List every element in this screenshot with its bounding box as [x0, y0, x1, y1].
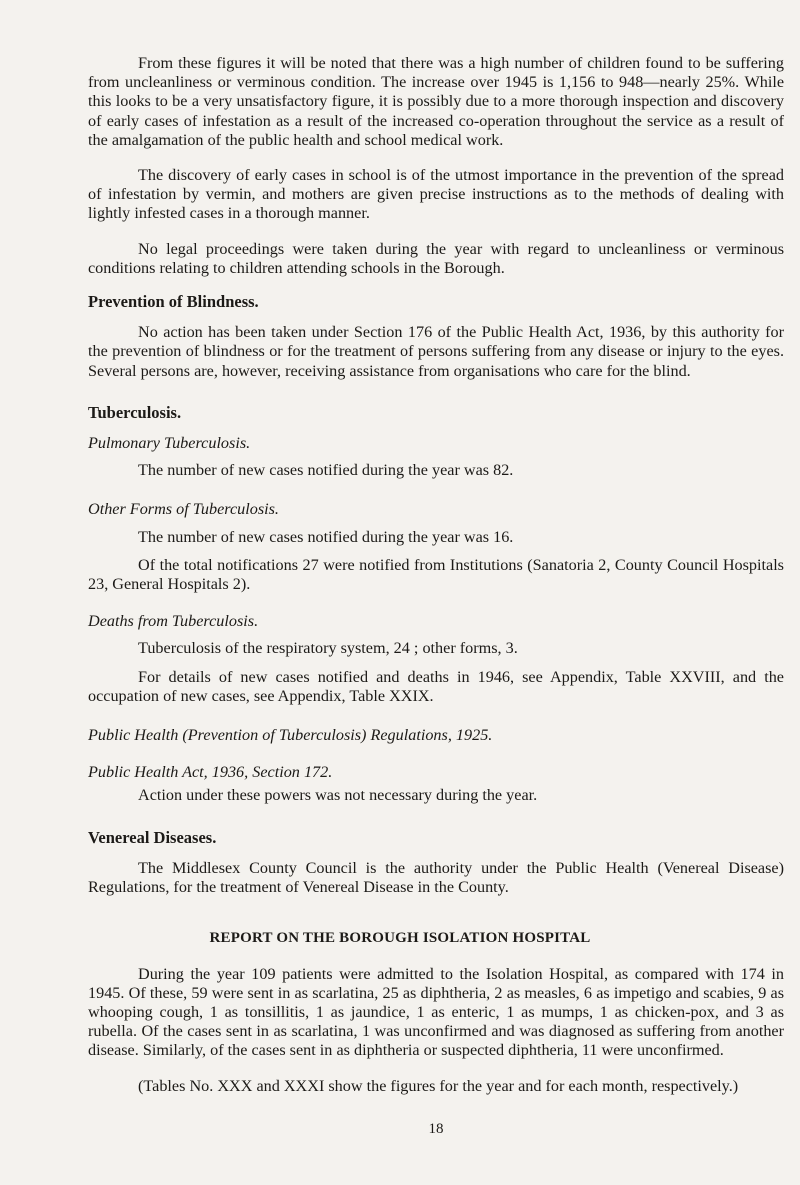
heading-prevention-of-blindness: Prevention of Blindness. [88, 292, 259, 312]
paragraph-powers-not-necessary: Action under these powers was not necessary during the year. [138, 786, 538, 805]
paragraph-legal-proceedings: No legal proceedings were taken during the year with regard to uncleanliness or verminous conditions relating to children attending schools in the Borough. [88, 239, 784, 277]
subheading-tb-regulations: Public Health (Prevention of Tuberculosis) Regulations, 1925. [88, 726, 493, 745]
paragraph-isolation-admissions: During the year 109 patients were admitted to the Isolation Hospital, as compared with 174 in 1945. Of these, 59 were sent in as scarlatina, 25 as diphtheria, 2 as measles, 6 as impetigo and scabies, 9 as whooping cough, 1 as tonsillitis, 1 as jaundice, 1 as enteric, 1 as mumps, 1 as chicken-pox, and 3 as rubella. Of the cases sent in as scarlatina, 1 was unconfirmed and was diagnosed as suffering from another disease. Similarly, of the cases sent in as diphtheria or suspected diphtheria, 11 were unconfirmed. [88, 964, 784, 1060]
paragraph-tuberculosis-deaths: Tuberculosis of the respiratory system, 24 ; other forms, 3. [138, 639, 518, 658]
subheading-pulmonary-tuberculosis: Pulmonary Tuberculosis. [88, 434, 251, 453]
document-page [88, 54, 784, 1139]
paragraph-tables-reference: (Tables No. XXX and XXXI show the figures for the year and for each month, respectively.) [138, 1076, 739, 1095]
paragraph-verminous-increase: From these figures it will be noted that there was a high number of children found to be suffering from uncleanliness or verminous condition. The increase over 1945 is 1,156 to 948—nearly 25%. While this looks to be a very unsatisfactory figure, it is possibly due to a more thorough inspection and discovery of early cases of infestation as a result of the increased co-operation throughout the service as a result of the amalgamation of the public health and school medical work. [88, 54, 784, 149]
paragraph-institution-notifications: Of the total notifications 27 were notified from Institutions (Sanatoria 2, County Council Hospitals 23, General Hospitals 2). [88, 555, 784, 594]
paragraph-early-discovery: The discovery of early cases in school is of the utmost importance in the prevention of the spread of infestation by vermin, and mothers are given precise instructions as to the methods of dealing with lightly infested cases in a thorough manner. [88, 166, 784, 223]
subheading-other-forms: Other Forms of Tuberculosis. [88, 500, 279, 519]
heading-tuberculosis: Tuberculosis. [88, 402, 182, 422]
paragraph-other-forms-cases: The number of new cases notified during the year was 16. [138, 527, 514, 546]
subheading-public-health-act-section: Public Health Act, 1936, Section 172. [88, 763, 333, 782]
subheading-deaths-from-tuberculosis: Deaths from Tuberculosis. [88, 612, 259, 631]
paragraph-appendix-reference: For details of new cases notified and deaths in 1946, see Appendix, Table XXVIII, and the occupation of new cases, see Appendix, Table XXIX. [88, 667, 784, 705]
page-number: 18 [428, 1120, 444, 1137]
paragraph-venereal-diseases: The Middlesex County Council is the authority under the Public Health (Venereal Disease) Regulations, for the treatment of Venereal Disease in the County. [88, 858, 784, 897]
paragraph-pulmonary-cases: The number of new cases notified during the year was 82. [138, 461, 514, 480]
paragraph-blindness: No action has been taken under Section 176 of the Public Health Act, 1936, by this authority for the prevention of blindness or for the treatment of persons suffering from any disease or injury to the eyes. Several persons are, however, receiving assistance from organisations who care for the blind. [88, 323, 784, 380]
heading-isolation-hospital-report: REPORT ON THE BOROUGH ISOLATION HOSPITAL [209, 930, 591, 947]
heading-venereal-diseases: Venereal Diseases. [88, 827, 217, 847]
